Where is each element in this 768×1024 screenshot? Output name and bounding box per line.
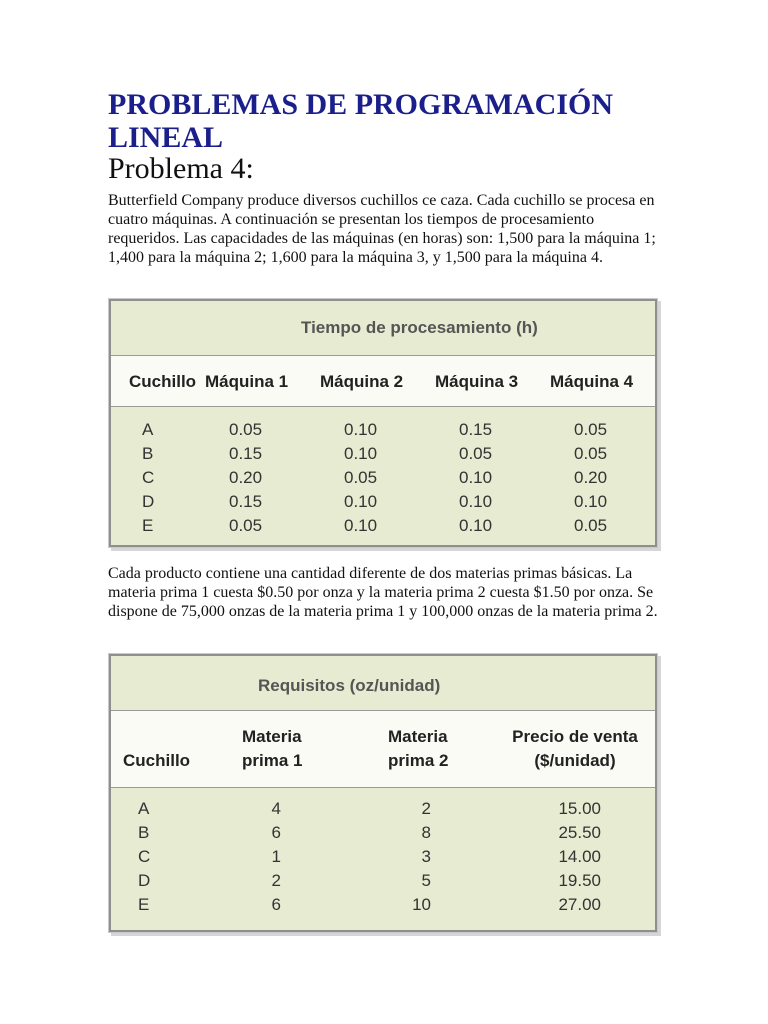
- cell-mp1: 1: [271, 847, 281, 866]
- cell-m2: 0.10: [344, 444, 378, 463]
- cell-m1: 0.05: [229, 516, 263, 535]
- cell-knife: A: [142, 420, 154, 439]
- header-line: Precio de venta: [512, 727, 638, 746]
- header-line: Materia: [388, 727, 448, 746]
- cell-price: 15.00: [558, 799, 601, 818]
- page-title: PROBLEMAS DE PROGRAMACIÓN LINEAL: [108, 88, 614, 154]
- cell-knife: C: [138, 847, 151, 866]
- cell-m1: 0.15: [229, 444, 263, 463]
- cell-m1: 0.15: [229, 492, 263, 511]
- table-caption: Requisitos (oz/unidad): [258, 676, 441, 695]
- cell-knife: C: [142, 468, 155, 487]
- cell-knife: A: [138, 799, 150, 818]
- materials-paragraph: Cada producto contiene una cantidad diferente de dos materias primas básicas. La materia prima 1 cuesta $0.50 por onza y la materia prima 2 cuesta $1.50 por onza. Se dispone de 75,000 onzas de la materia prima 1 y 100,000 onzas de la materia prima 2.: [108, 565, 658, 620]
- cell-mp2: 8: [421, 823, 431, 842]
- col-header-machine-4: Máquina 4: [550, 372, 634, 391]
- header-line: prima 2: [388, 751, 449, 770]
- processing-time-table: [108, 298, 658, 548]
- cell-m3: 0.15: [459, 420, 493, 439]
- cell-m4: 0.20: [574, 468, 608, 487]
- cell-mp2: 3: [421, 847, 431, 866]
- cell-price: 14.00: [558, 847, 601, 866]
- header-line: ($/unidad): [534, 751, 616, 770]
- cell-knife: B: [142, 444, 154, 463]
- cell-price: 25.50: [558, 823, 601, 842]
- cell-mp1: 6: [271, 895, 281, 914]
- cell-m1: 0.05: [229, 420, 263, 439]
- cell-m3: 0.10: [459, 516, 493, 535]
- cell-m3: 0.10: [459, 492, 493, 511]
- cell-knife: E: [138, 895, 150, 914]
- problem-label: Problema 4:: [108, 152, 254, 185]
- cell-m4: 0.05: [574, 420, 608, 439]
- cell-m3: 0.05: [459, 444, 493, 463]
- cell-mp2: 5: [421, 871, 431, 890]
- cell-m3: 0.10: [459, 468, 493, 487]
- cell-mp2: 2: [421, 799, 431, 818]
- cell-mp2: 10: [412, 895, 431, 914]
- cell-mp1: 2: [271, 871, 281, 890]
- cell-mp1: 4: [271, 799, 281, 818]
- cell-m2: 0.10: [344, 492, 378, 511]
- header-line: prima 1: [242, 751, 303, 770]
- cell-knife: E: [142, 516, 154, 535]
- cell-m2: 0.10: [344, 516, 378, 535]
- requirements-table: [108, 653, 658, 933]
- cell-knife: D: [142, 492, 155, 511]
- intro-paragraph: Butterfield Company produce diversos cuchillos ce caza. Cada cuchillo se procesa en cuatro máquinas. A continuación se presentan los tiempos de procesamiento requeridos. Las capacidades de las máquinas (en horas) son: 1,500 para la máquina 1; 1,400 para la máquina 2; 1,600 para la máquina 3, y 1,500 para la máquina 4.: [108, 192, 656, 266]
- col-header-machine-3: Máquina 3: [435, 372, 519, 391]
- header-line: Materia: [242, 727, 302, 746]
- cell-m1: 0.20: [229, 468, 263, 487]
- cell-m2: 0.10: [344, 420, 378, 439]
- col-header-machine-1: Máquina 1: [205, 372, 289, 391]
- cell-m4: 0.05: [574, 516, 608, 535]
- cell-m2: 0.05: [344, 468, 378, 487]
- col-header-knife: Cuchillo: [123, 751, 191, 770]
- cell-knife: B: [138, 823, 150, 842]
- cell-price: 27.00: [558, 895, 601, 914]
- cell-knife: D: [138, 871, 151, 890]
- table-caption: Tiempo de procesamiento (h): [301, 318, 538, 337]
- col-header-knife: Cuchillo: [129, 372, 197, 391]
- cell-mp1: 6: [271, 823, 281, 842]
- cell-m4: 0.10: [574, 492, 608, 511]
- cell-m4: 0.05: [574, 444, 608, 463]
- col-header-machine-2: Máquina 2: [320, 372, 404, 391]
- cell-price: 19.50: [558, 871, 601, 890]
